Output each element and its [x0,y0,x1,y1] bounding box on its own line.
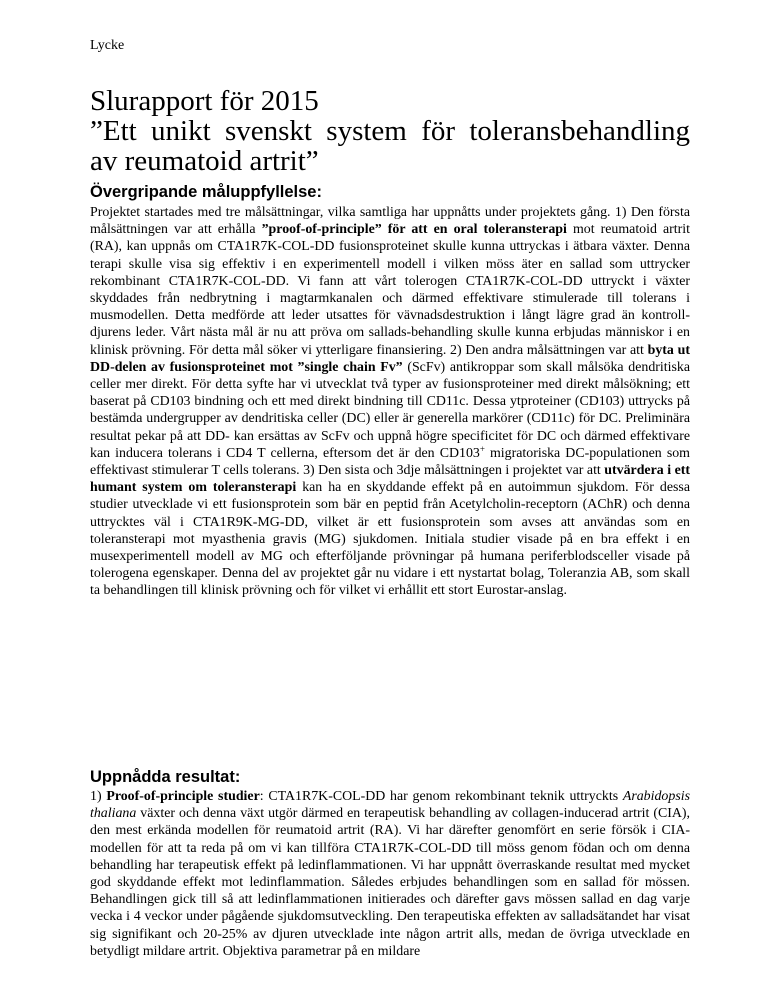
text-run: : CTA1R7K-COL-DD har genom rekombinant teknik uttryckts [259,789,623,804]
italic-run: Arabidopsis thaliana [90,789,690,822]
text-run: 1) [90,789,107,804]
title-line-2: ”Ett unikt svenskt system för toleransbehandling [90,115,690,147]
superscript: + [479,443,485,454]
page-title [90,86,690,176]
text-run: Projektet startades med tre målsättningar, vilka samtliga har uppnåtts under projektets gång. 1) Den första målsättningen var att erhålla [90,205,690,238]
text-run: växter och denna växt utgör därmed en terapeutisk behandling av collagen-inducerad artrit (CIA), den mest erkända modellen för reumatoid artrit (RA). Vi har därefter genomfört en serie försök i CIA-modellen för att ta reda på om vi kan tillföra CTA1R7K-COL-DD till möss genom födan och om denna behandling har terapeutisk effekt på ledinflammationen. Vi har uppnått överraskande resultat med mycket god skyddande effekt mot ledinflammation. Således erbjudes behandlingen som en sallad för mössen. Behandlingen gick till så att ledinflammationen initierades och därefter gavs mössen sallad en dag varje vecka i 4 veckor under pågående sjukdomsutveckling. Den terapeutiska effekten av salladsätandet har visat sig signifikant och 20-25% av djuren utvecklade inte någon artrit alls, medan de övriga utvecklade en betydligt mildare artrit. Objektiva parametrar på en mildare [90,806,690,959]
header-author: Lycke [90,38,125,53]
section-heading-overall: Övergripande måluppfyllelse: [90,183,322,201]
bold-run: byta ut DD-delen av fusionsproteinet mot ”single chain Fv” [90,342,690,375]
paragraph-results [90,788,690,960]
bold-run: utvärdera i ett humant system om toleransterapi [90,463,690,496]
text-run: kan ha en skyddande effekt på en autoimmun sjukdom. För dessa studier utvecklade vi ett fusionsprotein som bär en peptid från Acetylcholin-receptorn (AChR) och denna uttrycktes väl i CTA1R9K-MG-DD, vilket är ett fusionsprotein som avses att användas som en toleransterapi mot myasthenia gravis (MG) sjukdomen. Initiala studier visade på en bra effekt i en musexperimentell modell av MG och efterföljande prövningar på humana periferblodsceller visade på tolerogena egenskaper. Denna del av projektet går nu vidare i ett nystartat bolag, Toleranzia AB, som skall ta behandlingen till klinisk prövning och för vilket vi erhållit ett stort Eurostar-anslag. [90,480,690,599]
text-run: (ScFv) antikroppar som skall målsöka dendritiska celler mer direkt. För detta syfte har vi utvecklat två typer av fusionsproteiner med direkt målsökning; ett baserat på CD103 bindning och ett med direkt bindning till CD11c. Dessa ytproteiner (CD103) uttrycks på bestämda undergrupper av dendritiska celler (DC) eller är generella markörer (CD11c) för DC. Preliminära resultat pekar på att DD- kan ersättas av ScFv och uppnå högre specificitet för DC och därmed effektivare kan inducera tolerans i CD4 T cellerna, eftersom det är den CD103 [90,359,691,461]
title-line-1: Slurapport för 2015 [90,85,319,117]
text-run: migratoriska DC-populationen som effektivast stimulerar T cells tolerans. 3) Den sista och 3dje målsättningen i projektet var att [90,445,690,479]
section-heading-results: Uppnådda resultat: [90,768,241,786]
paragraph-overall [90,204,690,600]
bold-run: Proof-of-principle studier [106,789,260,804]
text-run: mot reumatoid artrit (RA), kan uppnås om CTA1R7K-COL-DD fusionsproteinet skulle kunna uttryckas i ätbara växter. Denna terapi skulle visa sig effektiv i en experimentell modell i vilken möss äter en sallad som uttrycker rekombinant CTA1R7K-COL-DD. Vi fann att vårt tolerogen CTA1R7K-COL-DD uttryckt i växter skyddades från nedbrytning i magtarmkanalen och därmed effektivare stimulerade till tolerans i musmodellen. Detta medförde att leder utsattes för vävnadsdestruktion i långt lägre grad än kontroll-djurens leder. Vårt nästa mål är nu att pröva om sallads-behandling skulle kunna erbjudas människor i en klinisk prövning. För detta mål söker vi ytterligare finansiering. 2) Den andra målsättningen var att [90,222,690,358]
bold-run: ”proof-of-principle” för att en oral toleransterapi [261,222,567,238]
title-line-3: av reumatoid artrit” [90,145,319,177]
